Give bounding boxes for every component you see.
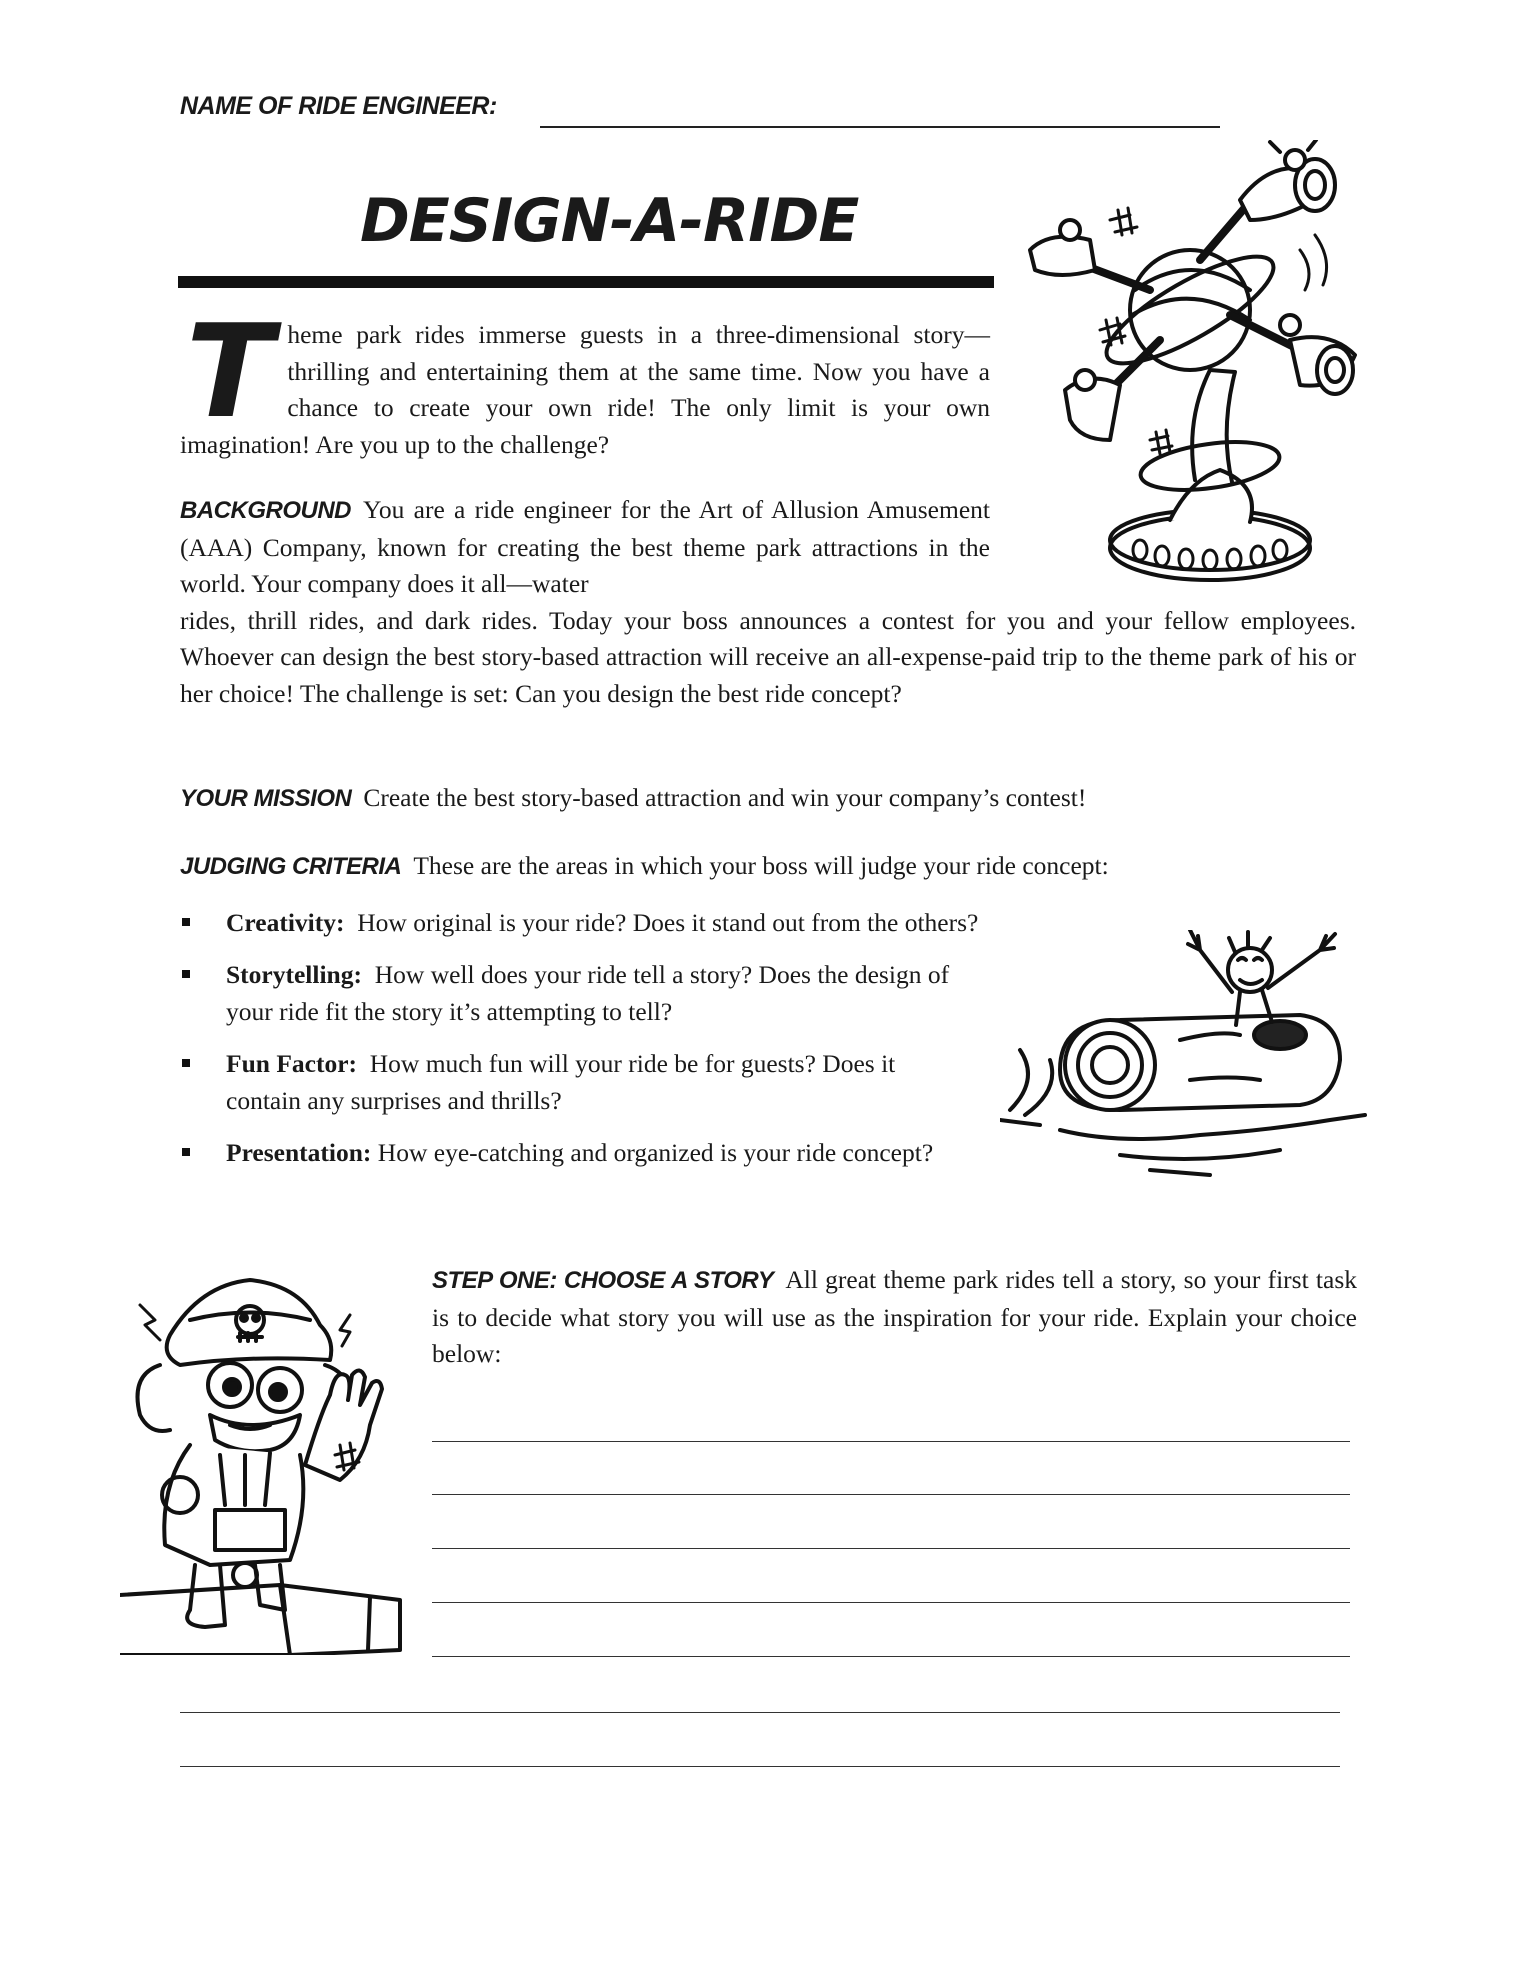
background-text-b: rides, thrill rides, and dark rides. Today your boss announces a contest for you and your fellow employees. Whoever can design the best story-based attraction will receive an all-expense-paid trip to the theme park of his or her choice! The challenge is set: Can you design the best ride concept? bbox=[180, 605, 1356, 708]
background-text-part1 bbox=[180, 492, 990, 603]
list-item bbox=[180, 1045, 956, 1119]
criteria-text: How much fun will your ride be for guests? Does it contain any surprises and thrills? bbox=[226, 1049, 896, 1115]
list-item bbox=[180, 956, 986, 1030]
list-item bbox=[180, 904, 1000, 941]
criteria-term: Presentation: bbox=[226, 1138, 372, 1167]
judging-section bbox=[180, 848, 1360, 886]
page-title: DESIGN-A-RIDE bbox=[360, 186, 859, 256]
judging-text: These are the areas in which your boss will judge your ride concept: bbox=[413, 851, 1109, 880]
criteria-text: How eye-catching and organized is your ride concept? bbox=[377, 1138, 934, 1167]
mission-label: YOUR MISSION bbox=[180, 785, 352, 812]
name-label: NAME OF RIDE ENGINEER: bbox=[180, 92, 497, 120]
background-section bbox=[180, 492, 1356, 712]
step-one-label: STEP ONE: CHOOSE A STORY bbox=[432, 1267, 774, 1294]
background-text-a: You are a ride engineer for the Art of Allusion Amusement (AAA) Company, known for creating the best theme park attractions in the world. Your company does it all—water bbox=[180, 495, 990, 598]
list-item bbox=[180, 1134, 986, 1171]
bullet bbox=[182, 970, 190, 978]
answer-line[interactable] bbox=[180, 1712, 1340, 1713]
criteria-term: Fun Factor: bbox=[226, 1049, 358, 1078]
drop-cap: T bbox=[186, 298, 274, 447]
spinning-planet-ride-illustration bbox=[1010, 140, 1370, 590]
criteria-term: Storytelling: bbox=[226, 960, 362, 989]
mission-section bbox=[180, 780, 1360, 818]
criteria-text: How well does your ride tell a story? Does the design of your ride fit the story it’s attempting to tell? bbox=[226, 960, 950, 1026]
bullet bbox=[182, 1059, 190, 1067]
step-one-section bbox=[432, 1262, 1357, 1373]
criteria-text: How original is your ride? Does it stand out from the others? bbox=[357, 908, 979, 937]
title-rule bbox=[178, 276, 994, 288]
answer-line[interactable] bbox=[432, 1656, 1350, 1657]
answer-line[interactable] bbox=[432, 1602, 1350, 1603]
criteria-list bbox=[180, 904, 1000, 1186]
answer-line[interactable] bbox=[432, 1548, 1350, 1549]
background-label: BACKGROUND bbox=[180, 497, 351, 524]
mission-text: Create the best story-based attraction and win your company’s contest! bbox=[363, 783, 1087, 812]
name-entry-line[interactable] bbox=[540, 126, 1220, 128]
pirate-captain-illustration bbox=[120, 1265, 420, 1655]
step-one-text: All great theme park rides tell a story, so your first task is to decide what story you will use as the inspiration for your ride. Explain your choice below: bbox=[432, 1265, 1357, 1368]
bullet bbox=[182, 1148, 190, 1156]
answer-line[interactable] bbox=[432, 1441, 1350, 1442]
intro-paragraph bbox=[180, 298, 990, 463]
criteria-term: Creativity: bbox=[226, 908, 345, 937]
judging-label: JUDGING CRITERIA bbox=[180, 853, 402, 880]
intro-text: heme park rides immerse guests in a three-dimensional story—thrilling and entertaining them at the same time. Now you have a chance to create your own ride! The only limit is your own imagination! Are you up to the challenge? bbox=[180, 320, 990, 459]
bullet bbox=[182, 918, 190, 926]
answer-line[interactable] bbox=[180, 1766, 1340, 1767]
log-flume-rider-illustration bbox=[1000, 930, 1380, 1180]
answer-line[interactable] bbox=[432, 1494, 1350, 1495]
